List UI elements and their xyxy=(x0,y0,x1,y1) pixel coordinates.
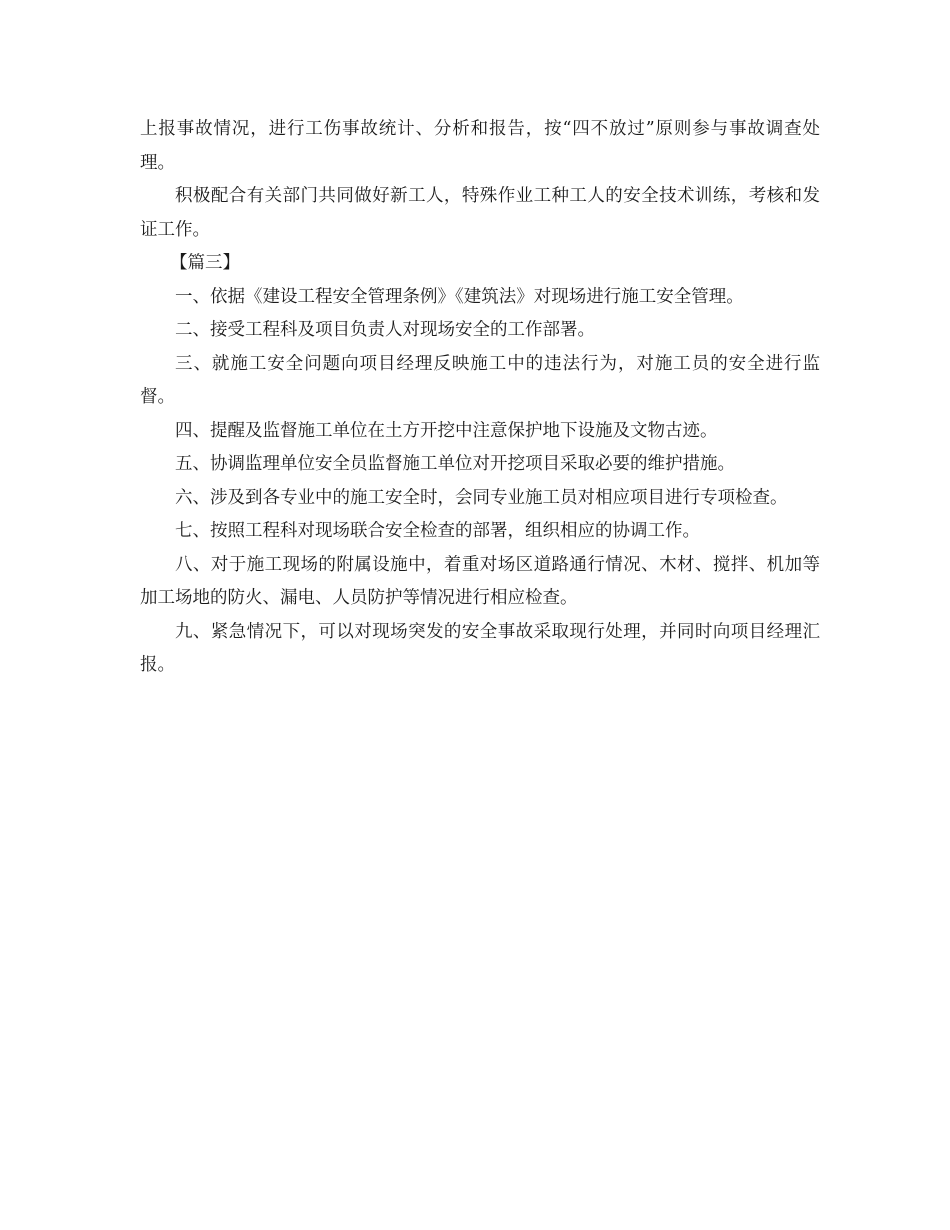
document-body xyxy=(140,113,820,683)
list-item-7: 七、按照工程科对现场联合安全检查的部署，组织相应的协调工作。 xyxy=(175,521,700,541)
list-item-3: 三、就施工安全问题向项目经理反映施工中的违法行为，对施工员的安全进行监督。 xyxy=(140,353,820,407)
list-item-4: 四、提醒及监督施工单位在土方开挖中注意保护地下设施及文物古迹。 xyxy=(175,420,718,441)
list-item-6: 六、涉及到各专业中的施工安全时，会同专业施工员对相应项目进行专项检查。 xyxy=(175,487,788,508)
list-item-8: 八、对于施工现场的附属设施中，着重对场区道路通行情况、木材、搅拌、机加等加工场地的防火、漏电、人员防护等情况进行相应检查。 xyxy=(140,554,820,608)
list-item-9: 九、紧急情况下，可以对现场突发的安全事故采取现行处理，并同时向项目经理汇报。 xyxy=(140,621,820,675)
list-item-1: 一、依据《建设工程安全管理条例》《建筑法》对现场进行施工安全管理。 xyxy=(175,286,744,307)
section-heading: 【篇三】 xyxy=(170,253,240,273)
paragraph-accident-report: 上报事故情况，进行工伤事故统计、分析和报告，按“四不放过”原则参与事故调查处理。 xyxy=(140,119,820,173)
list-item-5: 五、协调监理单位安全员监督施工单位对开挖项目采取必要的维护措施。 xyxy=(175,454,735,474)
list-item-2: 二、接受工程科及项目负责人对现场安全的工作部署。 xyxy=(175,320,595,340)
paragraph-training: 积极配合有关部门共同做好新工人，特殊作业工种工人的安全技术训练，考核和发证工作。 xyxy=(140,186,820,240)
